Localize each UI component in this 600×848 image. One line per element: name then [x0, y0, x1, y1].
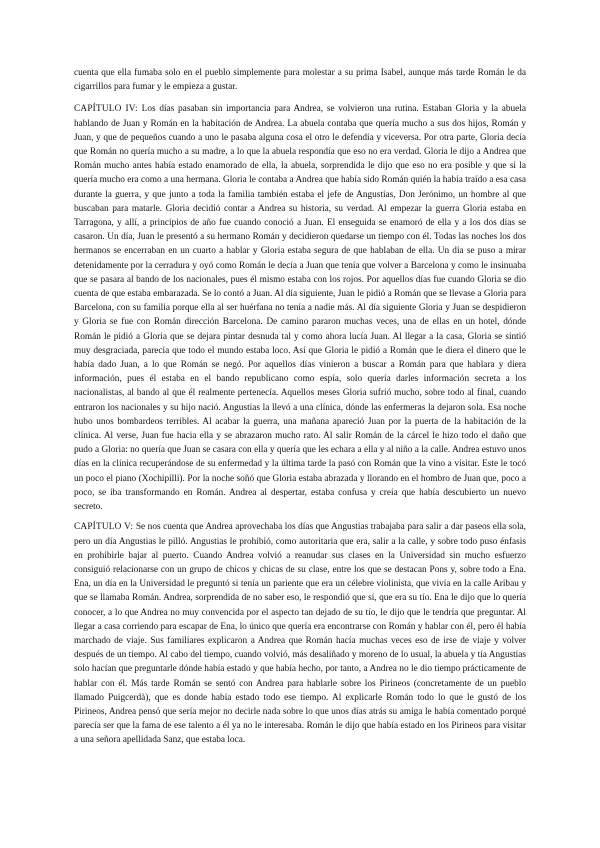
intro-paragraph: cuenta que ella fumaba solo en el pueblo simplemente para molestar a su prima Isabel, aunque más tarde Román le da cigarrillos para fumar y le empieza a gustar. — [74, 68, 526, 93]
chapter-4-body: Los días pasaban sin importancia para Andrea, se volvieron una rutina. Estaban Gloria y la abuela hablando de Juan y Román en la habitación de Andrea. La abuela contaba que quería mucho a sus dos hijos, Román y Juan, y que de pequeños cuando a uno le pasaba alguna cosa el otro le defendía y viceversa. Por otra parte, Gloria decía que Román no quería mucho a su madre, a lo que la abuela respondía que eso no era verdad. Gloria le dijo a Andrea que Román mucho antes había estado enamorado de ella, la abuela, sorprendida le dijo que eso no era posible y que si la quería mucho era como a una hermana. Gloria le contaba a Andrea que había sido Román quién la había traído a esa casa durante la guerra, y que junto a toda la familia también estaba el jefe de Angustias, Don Jerónimo, un hombre al que buscaban para matarle. Gloria decidió contar a Andrea su historia, su verdad. Al empezar la guerra Gloria estaba en Tarragona, y allí, a principios de año fue cuando conoció a Juan. El enseguida se enamoró de ella y a los dos días se casaron. Un día, Juan le presentó a su hermano Román y decidieron quedarse un tiempo con él. Todas las noches los dos hermanos se encerraban en un cuarto a hablar y Gloria estaba segura de que hablaban de ella. Un día se puso a mirar detenidamente por la cerradura y oyó como Román le decía a Juan que tenía que volver a Barcelona y como le insinuaba que se pasara al bando de los nacionales, pues él mismo estaba con los rojos. Por aquellos días fue cuando Gloria se dio cuenta de que estaba embarazada. Se lo contó a Juan. Al día siguiente, Juan le pidió a Román que se llevase a Gloria para Barcelona, con su familia porque ella al ser huérfana no tenía a nadie más. Al día siguiente Gloria y Juan se despidieron y Gloria se fue con Román dirección Barcelona. De camino pararon muchas veces, una de ellas en un hotel, dónde Román le pidió a Gloria que se dejara pintar desnuda tal y como ahora lucía Juan. Al llegar a la casa, Gloria se sintió muy desgraciada, parecía que todo el mundo estaba loco. Así que Gloria le pidió a Román que le diera el dinero que le había dado Juan, a lo que Román se negó. Por aquellos días vinieron a buscar a Román para que hablara y diera información, pues él estaba en el bando republicano como espía, solo quería darles información secreta a los nacionalistas, al bando al que él realmente pertenecía. Aquellos meses Gloria sufrió mucho, sobre todo al final, cuando entraron los nacionales y su hijo nació. Angustias la llevó a una clínica, dónde las enfermeras la dejaron sola. Esa noche hubo unos bombardeos terribles. Al acabar la guerra, una mañana apareció Juan por la puerta de la habitación de la clínica. Al verse, Juan fue hacia ella y se abrazaron mucho rato. Al salir Román de la cárcel le hizo todo el daño que pudo a Gloria: no quería que Juan se casara con ella y quería que les echara a ella y al niño a la calle. Andrea estuvo unos días en la clínica recuperándose de su enfermedad y la última tarde la pasó con Román que la vino a visitar. Este le tocó un poco el piano (Xochipilli). Por la noche soñó que Gloria estaba abrazada y llorando en el hombro de Juan que, poco a poco, se iba transformando en Román. Andrea al despertar, estaba confusa y creía que había descubierto un nuevo secreto. — [74, 104, 527, 513]
chapter-5-paragraph — [74, 520, 526, 747]
document-text — [74, 66, 526, 754]
chapter-4-heading: CAPÍTULO IV: — [74, 104, 142, 115]
chapter-5-heading: CAPÍTULO V: — [74, 522, 136, 533]
chapter-5-body: Se nos cuenta que Andrea aprovechaba los días que Angustias trabajaba para salir a dar paseos ella sola, pero un día Angustias le pilló. Angustias le prohibió, como autoritaria que era, salir a la calle, y sobre todo puso énfasis en prohibirle bajar al puerto. Cuando Andrea volvió a reanudar sus clases en la Universidad sin mucho esfuerzo consiguió relacionarse con un grupo de chicos y chicas de su clase, entre los que se destacan Pons y, sobre todo a Ena. Ena, un día en la Universidad le preguntó si tenía un pariente que era un célebre violinista, que vivía en la calle Aribau y que se llamaba Román. Andrea, sorprendida de no saber eso, le respondió que sí, que era su tío. Ena le dijo que lo quería conocer, a lo que Andrea no muy convencida por el aspecto tan dejado de su tío, le dijo que le tendría que preguntar. Al llegar a casa corriendo para escapar de Ena, lo único que quería era encontrarse con Román y hablar con él, pero él había marchado de viaje. Sus familiares explicaron a Andrea que Román hacía muchas veces eso de irse de viaje y volver después de un tiempo. Al cabo del tiempo, cuando volvió, más desaliñado y moreno de lo usual, la abuela y tía Angustias solo hacían que preguntarle dónde había estado y que había hecho, por tanto, a Andrea no le dio tiempo prácticamente de hablar con él. Más tarde Román se sentó con Andrea para hablarle sobre los Pirineos (concretamente de un pueblo llamado Puigcerdà), que es donde había estado todo ese tiempo. Al explicarle Román todo lo que le gustó de los Pirineos, Andrea pensó que sería mejor no decirle nada sobre lo que unos días atrás su amiga le había comentado porqué parecía ser que la fama de ese talento a él ya no le interesaba. Román le dijo que había estado en los Pirineos para visitar a una señora apellidada Sanz, que estaba loca. — [74, 522, 526, 746]
chapter-4-paragraph — [74, 102, 526, 514]
